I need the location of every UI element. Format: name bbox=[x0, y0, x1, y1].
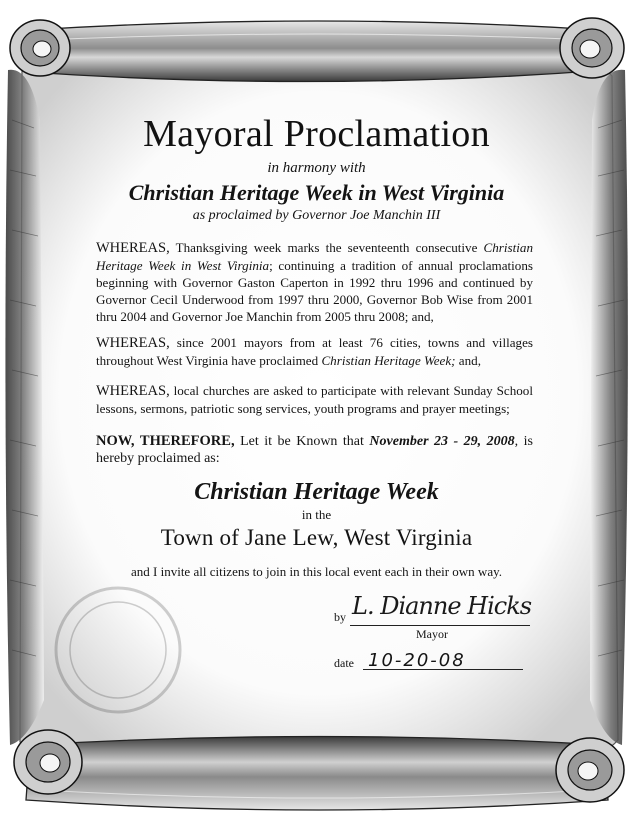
proclamation-title: Mayoral Proclamation bbox=[143, 113, 490, 155]
paragraph-italic: Christian Heritage Week; bbox=[321, 353, 456, 368]
paragraph-lead: WHEREAS, bbox=[96, 240, 170, 256]
whereas-paragraph-3 bbox=[96, 382, 533, 417]
paragraph-text: ; continuing a tradition of annual proclamations beginning with Governor Gaston Caperton in 1992 thru 1996 and continued by Governor Cecil Underwood from 1997 thru 2000, Governor Bob Wise from 2001 thru 2004 and Governor Joe Manchin from 2005 thru 2008; and, bbox=[96, 258, 533, 324]
paragraph-lead: NOW, THEREFORE, bbox=[96, 433, 235, 449]
date-line bbox=[363, 669, 523, 670]
mayor-label: Mayor bbox=[416, 627, 448, 641]
town-name: Town of Jane Lew, West Virginia bbox=[160, 525, 473, 550]
paragraph-lead: WHEREAS, bbox=[96, 383, 170, 399]
paragraph-lead: WHEREAS, bbox=[96, 335, 170, 351]
week-name: Christian Heritage Week bbox=[194, 479, 439, 505]
by-label: by bbox=[334, 610, 346, 624]
subtitle: in harmony with bbox=[267, 160, 366, 176]
heritage-week-heading: Christian Heritage Week in West Virginia bbox=[128, 180, 505, 205]
whereas-paragraph-2 bbox=[96, 334, 533, 369]
mayor-signature: L. Dianne Hicks bbox=[352, 592, 532, 620]
governor-attribution: as proclaimed by Governor Joe Manchin III bbox=[192, 208, 441, 223]
signed-date: 10-20-08 bbox=[368, 650, 466, 671]
paragraph-text: Thanksgiving week marks the seventeenth consecutive bbox=[169, 240, 484, 255]
paragraph-italic: Christian Heritage Week in West Virginia bbox=[96, 240, 533, 273]
proclamation-dates: November 23 - 29, 2008 bbox=[369, 434, 515, 449]
now-therefore-paragraph bbox=[96, 433, 533, 467]
paragraph-text: since 2001 mayors from at least 76 cities, towns and villages throughout West Virginia have proclaimed bbox=[96, 335, 533, 368]
signature-line bbox=[350, 625, 530, 626]
whereas-paragraph-1 bbox=[96, 239, 533, 325]
paragraph-text: Let it be Known that bbox=[234, 434, 370, 449]
paragraph-text: local churches are asked to participate with relevant Sunday School lessons, sermons, patriotic song services, youth programs and prayer meetings; bbox=[96, 383, 533, 416]
invitation-text: and I invite all citizens to join in this local event each in their own way. bbox=[131, 564, 502, 579]
in-the-label: in the bbox=[301, 507, 332, 522]
paragraph-text: and, bbox=[455, 353, 481, 368]
date-label: date bbox=[334, 656, 354, 670]
paragraph-text: , is hereby proclaimed as: bbox=[96, 434, 533, 466]
